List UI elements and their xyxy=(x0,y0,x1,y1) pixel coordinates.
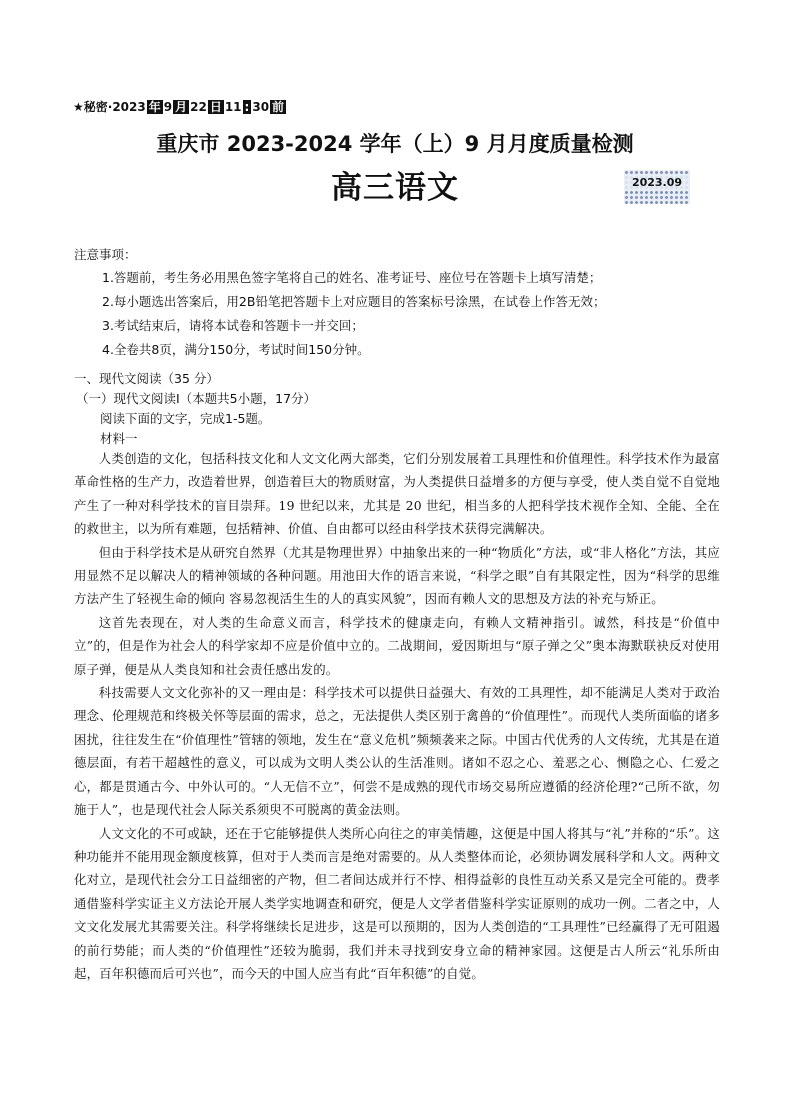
confidential-notice xyxy=(73,98,287,115)
secret-month-unit: 月 xyxy=(175,100,188,114)
instruction-item: 4.全卷共8页，满分150分，考试时间150分钟。 xyxy=(102,342,370,357)
passage-paragraph: 这首先表现在，对人类的生命意义而言，科学技术的健康走向，有赖人文精神指引。诚然，科技是“价值中立”的，但是作为社会人的科学家却不应是价值中立的。二战期间，爱因斯坦与“原子弹之父”奥本海默联袂反对使用原子弹，便是从人类良知和社会责任感出发的。 xyxy=(74,614,720,677)
exam-subject: 高三语文 xyxy=(331,170,459,206)
secret-suffix: 前 xyxy=(272,100,285,114)
passage-paragraph: 科技需要人文文化弥补的又一理由是：科学技术可以提供日益强大、有效的工具理性，却不能满足人类对于政治理念、伦理规范和终极关怀等层面的需求，总之，无法提供人类区别于禽兽的“价值理性”。而现代人类所面临的诸多困扰，往往发生在“价值理性”管辖的领地，发生在“意义危机”频频袭来之际。中国古代优秀的人文传统，尤其是在道德层面，有若干超越性的意义，可以成为文明人类公认的生活准则。诸如不忍之心、羞恶之心、恻隐之心、仁爱之心，都是贯通古今、中外认可的。“人无信不立”，何尝不是成熟的现代市场交易所应遵循的经济伦理?“己所不欲，勿施于人”，也是现代社会人际关系须臾不可脱离的黄金法则。 xyxy=(74,685,720,818)
section-title: 一、现代文阅读（35 分） xyxy=(74,371,219,386)
passage-paragraph: 人类创造的文化，包括科技文化和人文文化两大部类，它们分别发展着工具理性和价值理性。科学技术作为最富革命性格的生产力，改造着世界，创造着巨大的物质财富，为人类提供日益增多的方便与享受，使人类自觉不自觉地产生了一种对科学技术的盲目崇拜。19 世纪以来，尤其是 20 世纪，相当多的人把科学技术视作全知、全能、全在的救世主，以为所有难题，包括精神、价值、自由都可以经由科学技术获得完满解决。 xyxy=(74,451,720,537)
date-badge xyxy=(624,170,690,204)
exam-instructions xyxy=(74,244,734,362)
instruction-item: 3.考试结束后，请将本试卷和答题卡一并交回； xyxy=(102,318,364,333)
secret-hour: 11 xyxy=(224,100,242,114)
secret-colon: : xyxy=(244,100,250,114)
reading-instruction: 阅读下面的文字，完成1-5题。 xyxy=(100,411,271,426)
instruction-item: 1.答题前，考生务必用黑色签字笔将自己的姓名、准考证号、座位号在答题卡上填写清楚； xyxy=(102,270,602,285)
exam-title: 重庆市 2023-2024 学年（上）9 月月度质量检测 xyxy=(156,132,634,156)
subsection-title: （一）现代文阅读Ⅰ（本题共5小题，17分） xyxy=(76,391,317,406)
material-label: 材料一 xyxy=(100,431,138,446)
secret-day: 22 xyxy=(190,100,207,114)
secret-prefix: ★秘密·2023 xyxy=(73,100,146,114)
reading-passage xyxy=(74,447,720,985)
secret-day-unit: 日 xyxy=(209,100,222,114)
instructions-heading: 注意事项： xyxy=(74,247,137,262)
secret-month: 9 xyxy=(163,100,173,114)
passage-paragraph: 但由于科学技术是从研究自然界（尤其是物理世界）中抽象出来的一种“物质化”方法，或“非人格化”方法，其应用显然不足以解决人的精神领域的各种问题。用池田大作的语言来说，“科学之眼”自有其限定性，因为“科学的思维方法产生了轻视生命的倾向 容易忽视活生生的人的真实风貌”，因而有赖人文的思想及方法的补充与矫正。 xyxy=(74,544,720,607)
instruction-item: 2.每小题选出答案后，用2B铅笔把答题卡上对应题目的答案标号涂黑，在试卷上作答无效； xyxy=(102,294,606,309)
date-badge-text: 2023.09 xyxy=(624,176,690,189)
secret-min: 30 xyxy=(252,100,270,114)
passage-paragraph: 人文文化的不可或缺，还在于它能够提供人类所心向往之的审美情趣，这便是中国人将其与“礼”并称的“乐”。这种功能并不能用现金额度核算，但对于人类而言是绝对需要的。从人类整体而论，必须协调发展科学和人文。两种文化对立，是现代社会分工日益细密的产物，但二者间达成并行不悖、相得益彰的良性互动关系又是完全可能的。费孝通借鉴科学实证主义方法论开展人类学实地调查和研究，便是人文学者借鉴科学实证原则的成功一例。二者之中，人文文化发展尤其需要关注。科学将继续长足进步，这是可以预期的，因为人类创造的“工具理性”已经赢得了无可阻遏的前行势能；而人类的“价值理性”还较为脆弱，我们并未寻找到安身立命的精神家园。这便是古人所云“礼乐所由起，百年积德而后可兴也”，而今天的中国人应当有此“百年积德”的自觉。 xyxy=(74,825,720,981)
secret-year-unit: 年 xyxy=(148,100,161,114)
